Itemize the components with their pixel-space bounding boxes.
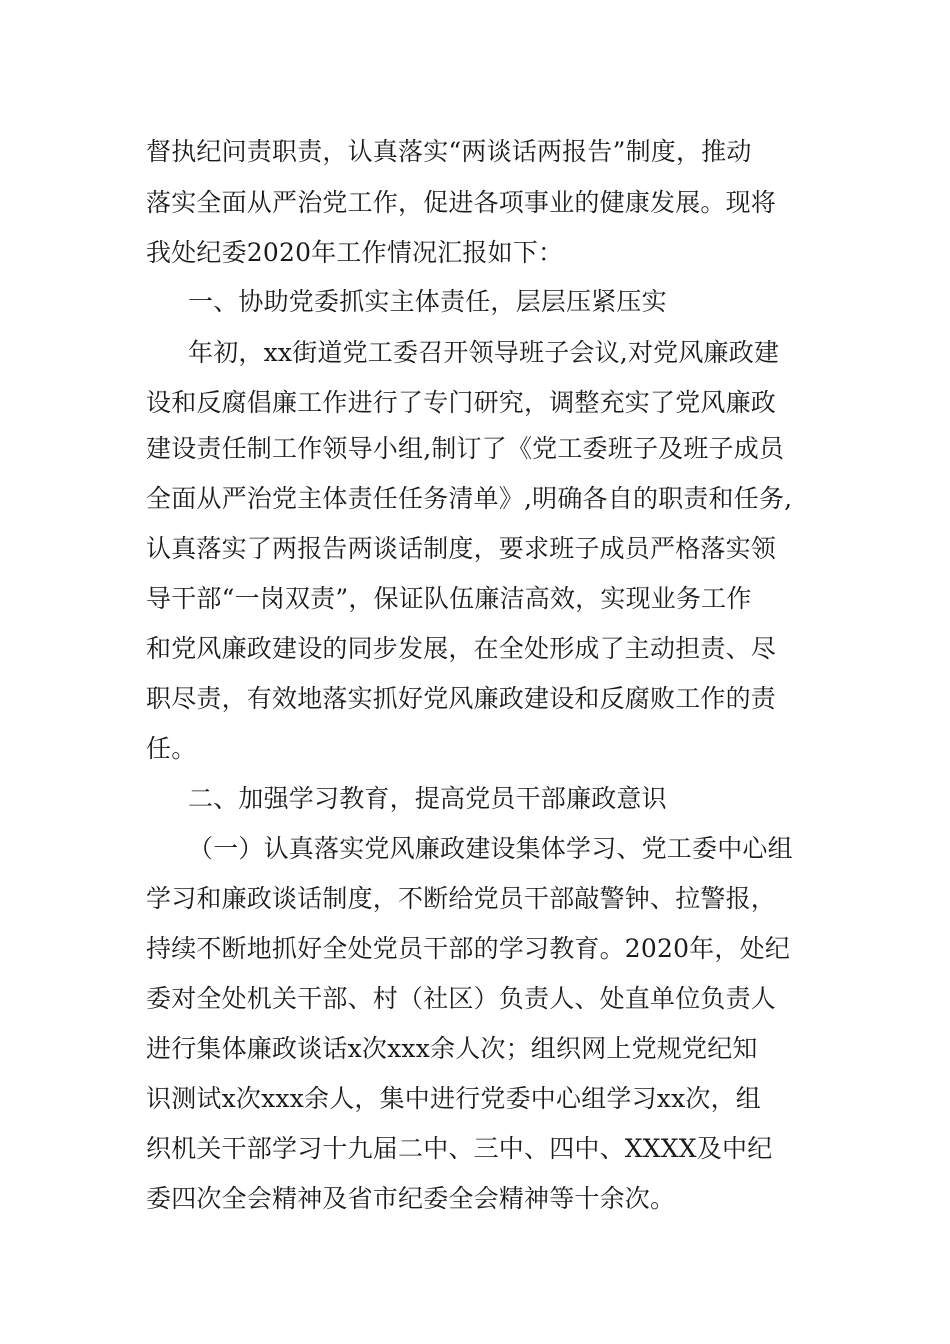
text-line: 任。 — [146, 734, 197, 763]
text-line: 进行集体廉政谈话x次xxx余人次；组织网上党规党纪知 — [146, 1034, 758, 1063]
text-line: 学习和廉政谈话制度，不断给党员干部敲警钟、拉警报， — [146, 884, 777, 913]
section-heading: 一、协助党委抓实主体责任，层层压紧压实 — [188, 287, 667, 316]
text-line: 建设责任制工作领导小组,制订了《党工委班子及班子成员 — [146, 434, 785, 463]
section-heading: 二、加强学习教育，提高党员干部廉政意识 — [188, 784, 667, 813]
text-line: 落实全面从严治党工作，促进各项事业的健康发展。现将 — [146, 188, 777, 217]
text-line: 年初，xx街道党工委召开领导班子会议,对党风廉政建 — [188, 338, 780, 367]
text-line: 认真落实了两报告两谈话制度，要求班子成员严格落实领 — [146, 534, 777, 563]
text-line: 持续不断地抓好全处党员干部的学习教育。2020年，处纪 — [146, 934, 791, 963]
text-line: 识测试x次xxx余人，集中进行党委中心组学习xx次，组 — [146, 1084, 761, 1113]
text-line: （一）认真落实党风廉政建设集体学习、党工委中心组 — [188, 834, 793, 863]
text-line: 设和反腐倡廉工作进行了专门研究，调整充实了党风廉政 — [146, 388, 777, 417]
text-line: 全面从严治党主体责任任务清单》,明确各自的职责和任务, — [146, 484, 793, 513]
text-line: 导干部“一岗双责”，保证队伍廉洁高效，实现业务工作 — [146, 584, 752, 613]
text-line: 督执纪问责职责，认真落实“两谈话两报告”制度，推动 — [146, 137, 752, 166]
text-line: 织机关干部学习十九届二中、三中、四中、XXXX及中纪 — [146, 1134, 773, 1163]
text-line: 和党风廉政建设的同步发展，在全处形成了主动担责、尽 — [146, 634, 777, 663]
text-line: 职尽责，有效地落实抓好党风廉政建设和反腐败工作的责 — [146, 684, 777, 713]
text-line: 委四次全会精神及省市纪委全会精神等十余次。 — [146, 1184, 676, 1213]
text-line: 我处纪委2020年工作情况汇报如下： — [146, 238, 564, 267]
text-line: 委对全处机关干部、村（社区）负责人、处直单位负责人 — [146, 984, 777, 1013]
